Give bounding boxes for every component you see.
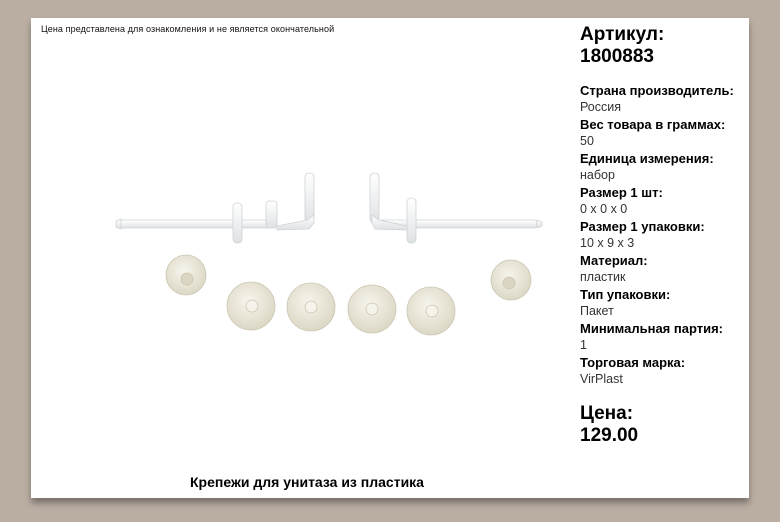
spec-value: Пакет	[580, 304, 614, 318]
price-value: 129.00	[580, 425, 639, 446]
spec-value: VirPlast	[580, 372, 623, 386]
price-disclaimer: Цена представлена для ознакомления и не является окончательной	[41, 24, 335, 34]
bolt-left	[116, 173, 314, 243]
price-block	[580, 403, 745, 447]
spec-label: Торговая марка:	[580, 355, 686, 370]
spec-label: Минимальная партия:	[580, 321, 723, 336]
spec-label: Размер 1 шт:	[580, 185, 663, 200]
price-label: Цена:	[580, 403, 634, 424]
product-image	[111, 153, 551, 353]
spec-value: 10 x 9 x 3	[580, 236, 635, 250]
spec-label: Материал:	[580, 253, 648, 268]
spec-label: Вес товара в граммах:	[580, 117, 726, 132]
spec-value: 50	[580, 134, 594, 148]
product-info-panel	[580, 24, 745, 447]
spec-list	[580, 82, 745, 388]
spec-value: набор	[580, 168, 615, 182]
spec-value: 0 x 0 x 0	[580, 202, 628, 216]
spec-label: Тип упаковки:	[580, 287, 671, 302]
article-label: Артикул:	[580, 24, 665, 45]
spec-label: Единица измерения:	[580, 151, 714, 166]
product-card	[31, 18, 749, 498]
spec-value: пластик	[580, 270, 626, 284]
article-value: 1800883	[580, 46, 654, 67]
spec-value: 1	[580, 338, 587, 352]
spec-value: Россия	[580, 100, 621, 114]
product-caption: Крепежи для унитаза из пластика	[190, 474, 424, 490]
spec-label: Страна производитель:	[580, 83, 734, 98]
washers	[166, 255, 531, 335]
bolt-right	[370, 173, 542, 243]
spec-label: Размер 1 упаковки:	[580, 219, 705, 234]
